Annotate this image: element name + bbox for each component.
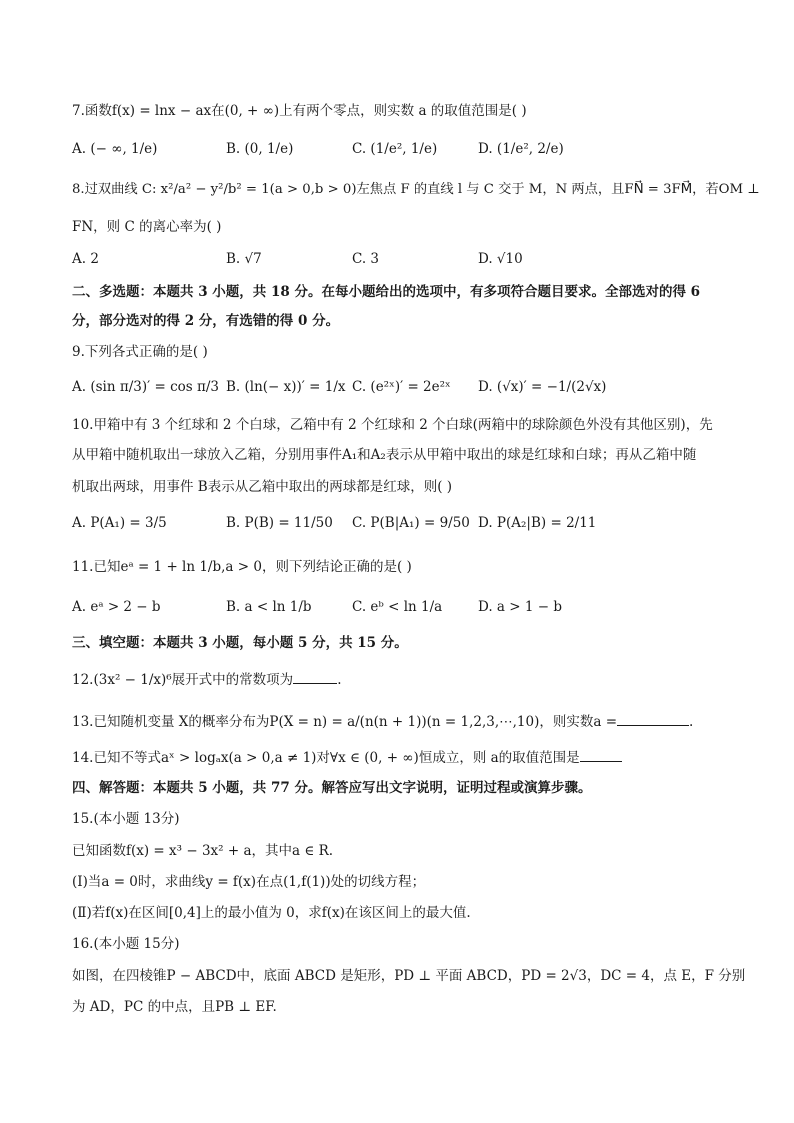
question-8-line-1: 8.过双曲线 C: x²/a² − y²/b² = 1(a > 0,b > 0)左焦点 F 的直线 l 与 C 交于 M，N 两点，且FN⃗ = 3FM⃗，若OM ⊥ [72,182,760,197]
question-8-line-2: FN，则 C 的离心率为( ) [72,219,222,235]
question-11-option-a: A. eᵃ > 2 − b [72,599,161,615]
question-13 [72,712,693,731]
question-9-option-b: B. (ln(− x))′ = 1/x [226,379,346,395]
question-10-option-b: B. P(B) = 11/50 [226,515,333,531]
question-11-option-d: D. a > 1 − b [478,599,562,615]
question-9-option-c: C. (e²ˣ)′ = 2e²ˣ [352,379,451,395]
section-3-heading: 三、填空题：本题共 3 小题，每小题 5 分，共 15 分。 [72,635,408,651]
question-9-option-d: D. (√x)′ = −1/(2√x) [478,379,607,395]
question-15-head: 15.(本小题 13分) [72,811,180,827]
question-10-line-2: 从甲箱中随机取出一球放入乙箱，分别用事件A₁和A₂表示从甲箱中取出的球是红球和白球；再从乙箱中随 [72,447,697,463]
section-2-heading-line-2: 分，部分选对的得 2 分，有选错的得 0 分。 [72,313,340,329]
question-10-line-1: 10.甲箱中有 3 个红球和 2 个白球，乙箱中有 2 个红球和 2 个白球(两箱中的球除颜色外没有其他区别)，先 [72,417,713,433]
answer-blank [617,712,689,726]
question-8-option-a: A. 2 [72,251,99,267]
question-12-tail: . [337,672,342,688]
question-8-option-c: C. 3 [352,251,380,267]
question-10-line-3: 机取出两球，用事件 B表示从乙箱中取出的两球都是红球，则( ) [72,479,453,495]
question-15-line-3: (Ⅱ)若f(x)在区间[0,4]上的最小值为 0，求f(x)在该区间上的最大值. [72,905,471,921]
question-15-line-2: (Ⅰ)当a = 0时，求曲线y = f(x)在点(1,f(1))处的切线方程； [72,874,426,890]
question-9-stem: 9.下列各式正确的是( ) [72,344,208,360]
section-4-heading: 四、解答题：本题共 5 小题，共 77 分。解答应写出文字说明，证明过程或演算步骤。 [72,780,592,796]
question-14 [72,748,622,767]
question-11-option-b: B. a < ln 1/b [226,599,312,615]
question-16-line-2: 为 AD，PC 的中点，且PB ⊥ EF. [72,999,277,1015]
question-7-stem: 7.函数f(x) = lnx − ax在(0, + ∞)上有两个零点，则实数 a 的取值范围是( ) [72,103,527,119]
question-13-stem: 13.已知随机变量 X的概率分布为P(X = n) = a/(n(n + 1))(n = 1,2,3,⋯,10)，则实数a = [72,714,618,730]
question-7-option-d: D. (1/e², 2/e) [478,141,564,157]
section-2-heading-line-1: 二、多选题：本题共 3 小题，共 18 分。在每小题给出的选项中，有多项符合题目要求。全部选对的得 6 [72,284,701,300]
question-7-option-c: C. (1/e², 1/e) [352,141,438,157]
question-12-stem: 12.(3x² − 1/x)⁶展开式中的常数项为 [72,672,294,688]
question-11-option-c: C. eᵇ < ln 1/a [352,599,443,615]
question-14-stem: 14.已知不等式aˣ > logₐx(a > 0,a ≠ 1)对∀x ∈ (0, + ∞)恒成立，则 a的取值范围是 [72,750,580,766]
question-8-option-b: B. √7 [226,251,262,267]
question-9-option-a: A. (sin π/3)′ = cos π/3 [72,379,219,395]
question-10-option-c: C. P(B|A₁) = 9/50 [352,515,470,531]
question-16-head: 16.(本小题 15分) [72,936,180,952]
question-13-tail: . [689,714,694,730]
question-7-option-b: B. (0, 1/e) [226,141,294,157]
question-12 [72,670,341,689]
question-10-option-d: D. P(A₂|B) = 2/11 [478,515,597,531]
question-10-option-a: A. P(A₁) = 3/5 [72,515,167,531]
answer-blank [293,670,337,684]
question-8-option-d: D. √10 [478,251,523,267]
question-7-option-a: A. (− ∞, 1/e) [72,141,158,157]
question-11-stem: 11.已知eᵃ = 1 + ln 1/b,a > 0，则下列结论正确的是( ) [72,559,412,575]
question-16-line-1: 如图，在四棱锥P − ABCD中，底面 ABCD 是矩形，PD ⊥ 平面 ABCD，PD = 2√3，DC = 4，点 E，F 分别 [72,968,746,984]
question-15-line-1: 已知函数f(x) = x³ − 3x² + a，其中a ∈ R. [72,843,334,859]
answer-blank [580,748,622,762]
